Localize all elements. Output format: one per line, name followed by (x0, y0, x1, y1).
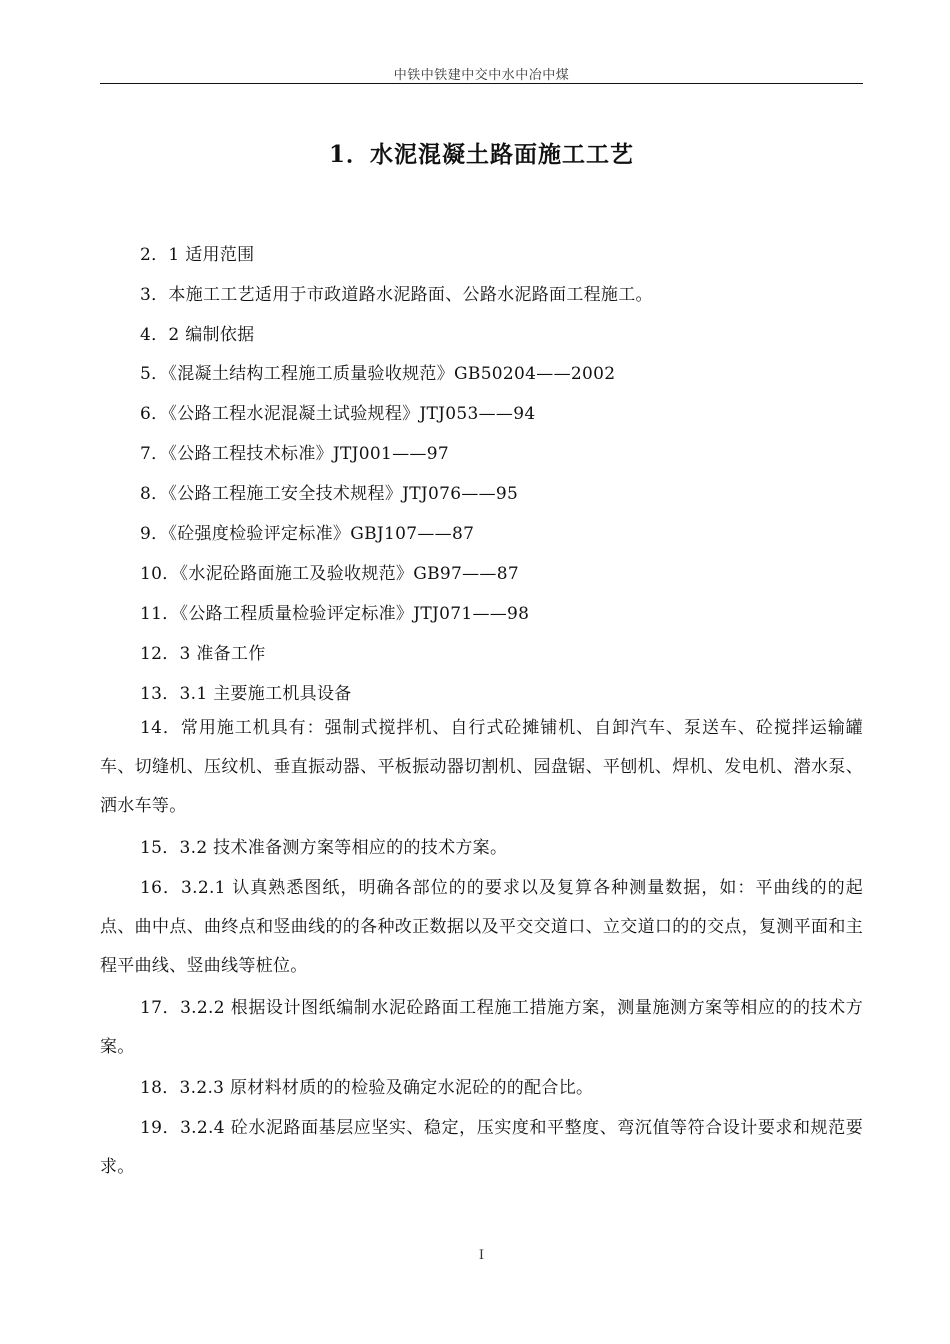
item-line: 9．《砼强度检验评定标准》GBJ107——87 (140, 524, 475, 544)
body-paragraph: 16．3.2.1 认真熟悉图纸，明确各部位的的要求以及复算各种测量数据，如：平曲线的的起点、曲中点、曲终点和竖曲线的的各种改正数据以及平交交道口、立交道口的的交点，复测平面和主程平曲线、竖曲线等桩位。 (100, 878, 863, 976)
item-line: 10．《水泥砼路面施工及验收规范》GB97——87 (140, 564, 519, 584)
item-line: 7．《公路工程技术标准》JTJ001——97 (140, 444, 449, 464)
running-header: 中铁中铁建中交中水中冶中煤 (393, 68, 570, 83)
body-paragraph: 14．常用施工机具有：强制式搅拌机、自行式砼摊铺机、自卸汽车、泵送车、砼搅拌运输罐车、切缝机、压纹机、垂直振动器、平板振动器切割机、园盘锯、平刨机、焊机、发电机、潜水泵、洒水车等。 (100, 718, 863, 816)
item-line: 4．2 编制依据 (140, 325, 255, 345)
item-line: 8．《公路工程施工安全技术规程》JTJ076——95 (140, 484, 519, 504)
item-line: 12．3 准备工作 (140, 644, 266, 664)
body-paragraph: 19．3.2.4 砼水泥路面基层应坚实、稳定，压实度和平整度、弯沉值等符合设计要求和规范要求。 (100, 1118, 863, 1177)
item-line: 13．3.1 主要施工机具设备 (140, 684, 352, 704)
item-line: 11．《公路工程质量检验评定标准》JTJ071——98 (140, 604, 530, 624)
item-line: 3．本施工工艺适用于市政道路水泥路面、公路水泥路面工程施工。 (140, 285, 653, 305)
section-title: 1．水泥混凝土路面施工工艺 (328, 141, 634, 168)
header-rule (100, 83, 863, 84)
page-number: I (478, 1248, 485, 1263)
item-line: 2．1 适用范围 (140, 245, 255, 265)
body-paragraph: 17．3.2.2 根据设计图纸编制水泥砼路面工程施工措施方案，测量施测方案等相应的的技术方案。 (100, 998, 863, 1057)
body-paragraph: 15．3.2 技术准备测方案等相应的的技术方案。 (140, 838, 508, 858)
item-line: 5．《混凝土结构工程施工质量验收规范》GB50204——2002 (140, 364, 616, 384)
body-paragraph: 18．3.2.3 原材料材质的的检验及确定水泥砼的的配合比。 (140, 1078, 594, 1098)
item-line: 6．《公路工程水泥混凝土试验规程》JTJ053——94 (140, 404, 536, 424)
